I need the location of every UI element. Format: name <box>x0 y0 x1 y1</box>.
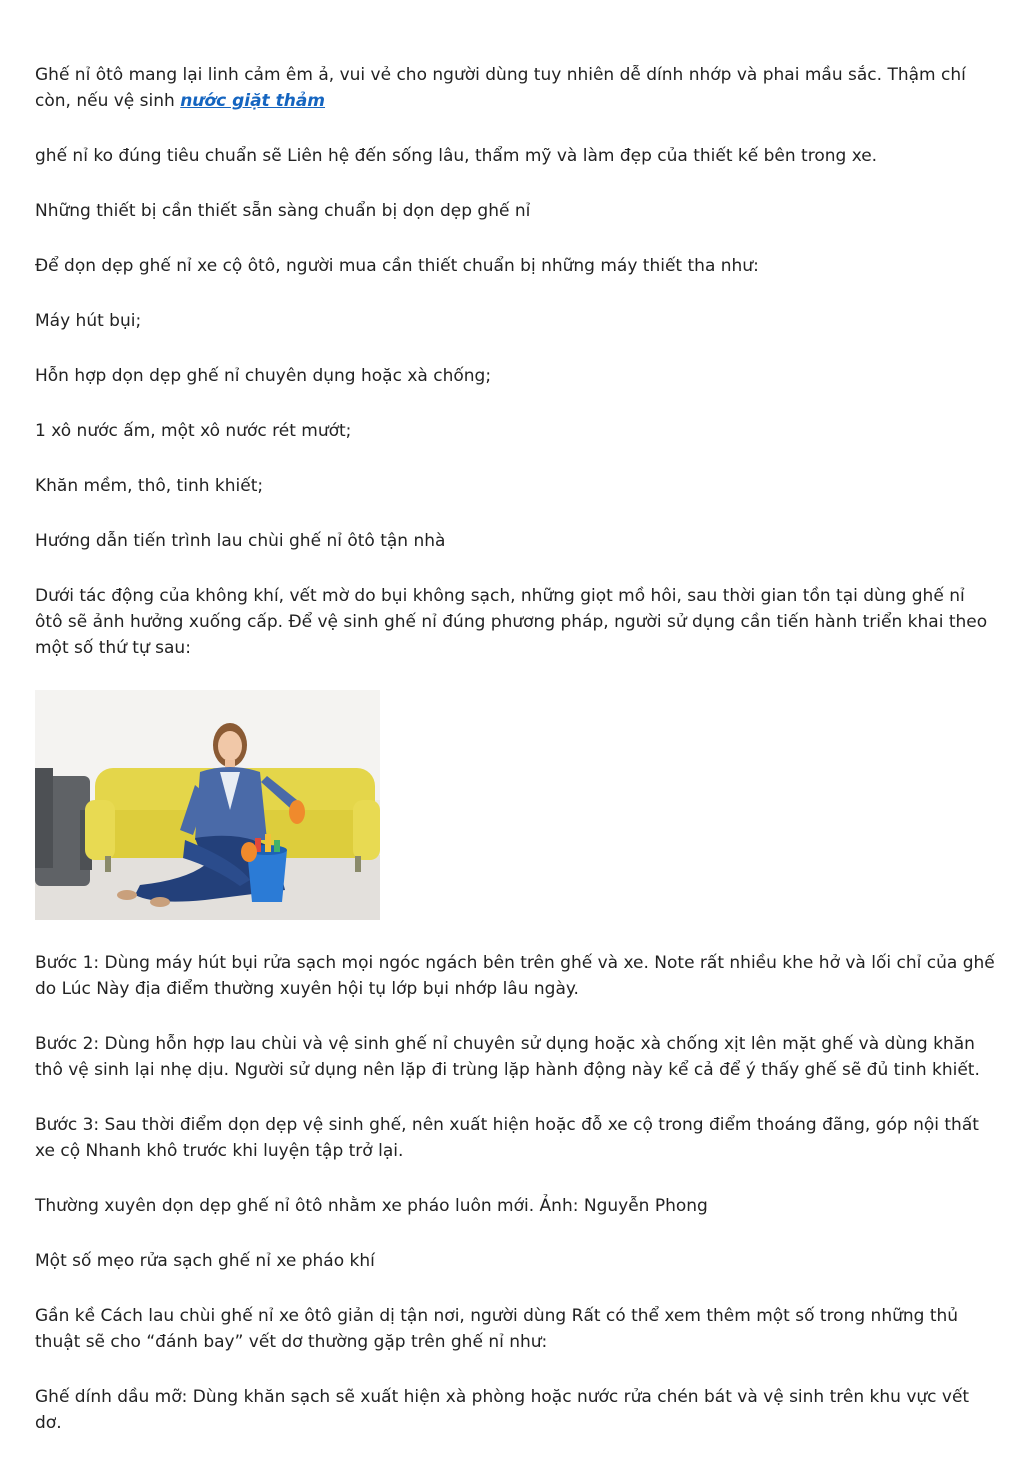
cleaning-woman-photo <box>35 690 380 920</box>
intro-text: Ghế nỉ ôtô mang lại linh cảm êm ả, vui vẻ cho người dùng tuy nhiên dễ dính nhớp và phai mầu sắc. Thậm chí còn, nếu vệ sinh <box>35 65 966 111</box>
step-2: Bước 2: Dùng hỗn hợp lau chùi và vệ sinh ghế nỉ chuyên sử dụng hoặc xà chống xịt lên mặt ghế và dùng khăn thô vệ sinh lại nhẹ dịu. Người sử dụng nên lặp đi trùng lặp hành động này kể cả để ý thấy ghế sẽ đủ tinh khiết. <box>35 1034 980 1080</box>
list-item-cleaner: Hỗn hợp dọn dẹp ghế nỉ chuyên dụng hoặc xà chống; <box>35 366 492 386</box>
paragraph-4: Để dọn dẹp ghế nỉ xe cộ ôtô, người mua cần thiết chuẩn bị những máy thiết tha như: <box>35 256 759 276</box>
carpet-detergent-link[interactable]: nước giặt thảm <box>180 91 326 111</box>
paragraph-2: ghế nỉ ko đúng tiêu chuẩn sẽ Liên hệ đến sống lâu, thẩm mỹ và làm đẹp của thiết kế bên trong xe. <box>35 146 878 166</box>
step-3: Bước 3: Sau thời điểm dọn dẹp vệ sinh ghế, nên xuất hiện hoặc đỗ xe cộ trong điểm thoáng đãng, góp nội thất xe cộ Nhanh khô trước khi luyện tập trở lại. <box>35 1115 979 1161</box>
heading-preparation: Những thiết bị cần thiết sẵn sàng chuẩn bị dọn dẹp ghế nỉ <box>35 201 531 221</box>
document-body <box>35 62 995 1465</box>
paragraph-intro <box>35 62 995 114</box>
paragraph-10: Dưới tác động của không khí, vết mờ do bụi không sạch, những giọt mồ hôi, sau thời gian tồn tại dùng ghế nỉ ôtô sẽ ảnh hưởng xuống cấp. Để vệ sinh ghế nỉ đúng phương pháp, người sử dụng cần tiến hành triển khai theo một số thứ tự sau: <box>35 586 988 658</box>
paragraph-16: Gần kề Cách lau chùi ghế nỉ xe ôtô giản dị tận nơi, người dùng Rất có thể xem thêm một số trong những thủ thuật sẽ cho “đánh bay” vết dơ thường gặp trên ghế nỉ như: <box>35 1306 959 1352</box>
tip-grease: Ghế dính dầu mỡ: Dùng khăn sạch sẽ xuất hiện xà phòng hoặc nước rửa chén bát và vệ sinh trên khu vực vết dơ. <box>35 1387 970 1433</box>
list-item-buckets: 1 xô nước ấm, một xô nước rét mướt; <box>35 421 352 441</box>
step-1: Bước 1: Dùng máy hút bụi rửa sạch mọi ngóc ngách bên trên ghế và xe. Note rất nhiều khe hở và lối chỉ của ghế do Lúc Này địa điểm thường xuyên hội tụ lớp bụi nhớp lâu ngày. <box>35 953 995 999</box>
heading-tips: Một số mẹo rửa sạch ghế nỉ xe pháo khí <box>35 1251 375 1271</box>
list-item-towel: Khăn mềm, thô, tinh khiết; <box>35 476 264 496</box>
photo-caption: Thường xuyên dọn dẹp ghế nỉ ôtô nhằm xe pháo luôn mới. Ảnh: Nguyễn Phong <box>35 1196 708 1216</box>
list-item-vacuum: Máy hút bụi; <box>35 311 142 331</box>
heading-guide: Hướng dẫn tiến trình lau chùi ghế nỉ ôtô tận nhà <box>35 531 446 551</box>
